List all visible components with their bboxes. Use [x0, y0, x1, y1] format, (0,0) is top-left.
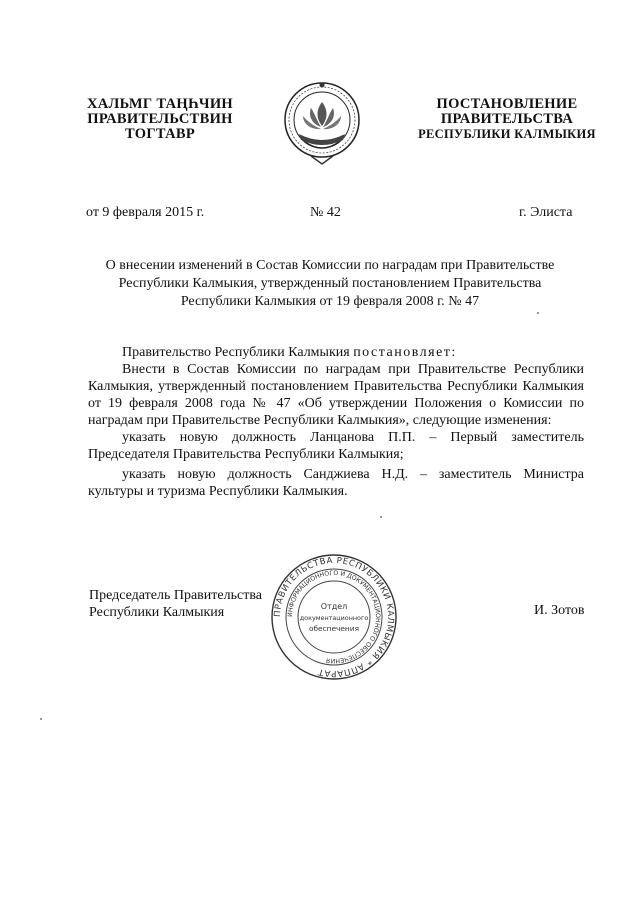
official-stamp	[270, 553, 398, 681]
body-intro	[88, 344, 584, 361]
header-russian	[392, 97, 622, 142]
document-city: г. Элиста	[519, 205, 573, 220]
header-kalmyk-line-1: ХАЛЬМГ ТАҢҺЧИН	[86, 96, 234, 112]
document-date: от 9 февраля 2015 г.	[86, 205, 205, 220]
stamp-center-line-2: документационного	[299, 614, 369, 622]
header-russian-line-2: ПРАВИТЕЛЬСТВА	[440, 111, 574, 127]
coat-of-arms-icon	[281, 76, 363, 168]
scan-speck	[40, 718, 42, 720]
body-paragraph-1: Внести в Состав Комиссии по наградам при Правительстве Республики Калмыкия, утвержденный постановлением Правительства Республики Калмыкия от 19 февраля 2008 года № 47 «Об утверждении Положения о Комиссии по наградам при Правительстве Республики Калмыкия», следующие изменения:	[88, 362, 584, 428]
document-number: № 42	[310, 205, 341, 220]
scan-speck	[380, 516, 382, 518]
signer-title-line-2: Республики Калмыкия	[89, 605, 225, 620]
header-kalmyk-line-2: ПРАВИТЕЛЬСТВИН	[87, 111, 233, 127]
signer-name: И. Зотов	[534, 603, 585, 618]
signer-title	[89, 587, 262, 621]
stamp-ring-text: ПРАВИТЕЛЬСТВА РЕСПУБЛИКИ КАЛМЫКИЯ * АППАРАТ	[272, 555, 396, 679]
stamp-inner-ring-text: ИНФОРМАЦИОННОГО И ДОКУМЕНТАЦИОННОГО ОБЕСПЕЧЕНИЯ	[286, 569, 382, 665]
header-kalmyk-line-3: ТОГТАВР	[124, 126, 196, 142]
signer-title-line-1: Председатель Правительства	[89, 588, 262, 603]
document-body	[88, 344, 584, 500]
body-paragraph-3: указать новую должность Санджиева Н.Д. – заместитель Министра культуры и туризма Республики Калмыкия.	[88, 467, 584, 499]
title-line-3: Республики Калмыкия от 19 февраля 2008 г. № 47	[180, 294, 480, 309]
intro-subject: Правительство Республики Калмыкия	[122, 345, 354, 360]
header-kalmyk	[40, 97, 280, 142]
stamp-center-line-3: обеспечения	[308, 624, 360, 633]
title-line-1: О внесении изменений в Состав Комиссии по наградам при Правительстве	[105, 258, 555, 273]
body-paragraph-2: указать новую должность Ланцанова П.П. – Первый заместитель Председателя Правительства Республики Калмыкия;	[88, 430, 584, 462]
header-russian-line-3: РЕСПУБЛИКИ КАЛМЫКИЯ	[418, 127, 596, 141]
document-title	[80, 257, 580, 311]
stamp-center-line-1: Отдел	[320, 602, 348, 611]
scan-speck	[537, 312, 539, 314]
header-russian-line-1: ПОСТАНОВЛЕНИЕ	[436, 96, 578, 112]
intro-verb: постановляет:	[353, 345, 457, 360]
title-line-2: Республики Калмыкия, утвержденный постановлением Правительства	[118, 276, 542, 291]
